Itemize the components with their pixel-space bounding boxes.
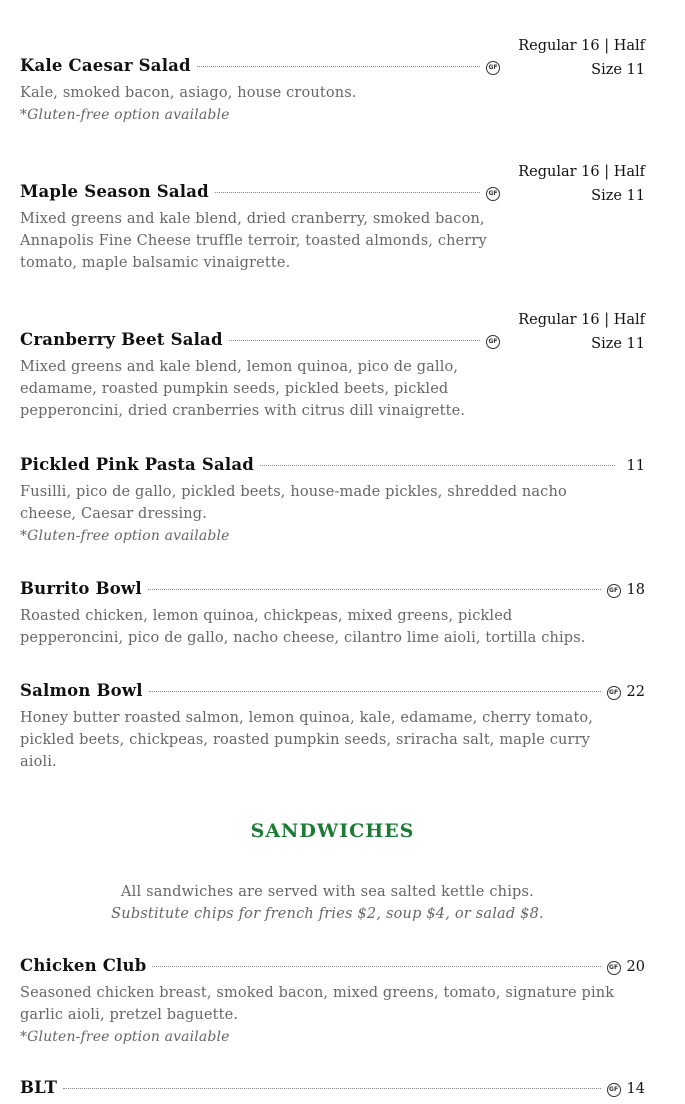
item-price: 20	[626, 959, 645, 975]
menu-item-chicken-club	[20, 956, 645, 1048]
item-price	[518, 160, 645, 208]
leader-dots	[260, 465, 615, 466]
item-name: BLT	[20, 1078, 58, 1097]
item-description: Mixed greens and kale blend, lemon quinoa, pico de gallo, edamame, roasted pumpkin seeds, pickled beets, pickled pepperoncini, dried cranberries with citrus dill vinaigrette.	[20, 359, 466, 419]
price-line2: Size 11	[591, 336, 645, 352]
price-line1: Regular 16 | Half	[518, 312, 645, 328]
menu-item-maple-season	[20, 164, 645, 274]
item-description: Seasoned chicken breast, smoked bacon, mixed greens, tomato, signature pink garlic aioli, pretzel baguette.	[20, 985, 615, 1023]
leader-dots	[149, 691, 601, 692]
section-note-line2: Substitute chips for french fries $2, soup $4, or salad $8.	[111, 906, 544, 922]
gluten-free-icon: GF	[486, 187, 500, 201]
item-name: Kale Caesar Salad	[20, 56, 191, 75]
item-price: 18	[626, 582, 645, 598]
gluten-free-icon: GF	[607, 961, 621, 975]
leader-dots	[63, 1088, 600, 1089]
item-price	[518, 34, 645, 82]
item-description: Fusilli, pico de gallo, pickled beets, house-made pickles, shredded nacho cheese, Caesar dressing.	[20, 484, 567, 522]
menu-item-pickled-pink-pasta	[20, 455, 645, 547]
item-description: Mixed greens and kale blend, dried cranberry, smoked bacon, Annapolis Fine Cheese truffle terroir, toasted almonds, cherry tomato, maple balsamic vinaigrette.	[20, 211, 487, 271]
item-price: 22	[626, 684, 645, 700]
section-title-sandwiches: SANDWICHES	[250, 820, 415, 842]
item-name: Maple Season Salad	[20, 182, 209, 201]
leader-dots	[152, 966, 600, 967]
item-name: Salmon Bowl	[20, 681, 143, 700]
item-name: Chicken Club	[20, 956, 147, 975]
menu-item-cranberry-beet	[20, 312, 645, 422]
price-line2: Size 11	[591, 62, 645, 78]
item-price: 14	[626, 1081, 645, 1097]
leader-dots	[148, 589, 601, 590]
item-price	[518, 308, 645, 356]
menu-item-blt	[20, 1078, 645, 1104]
leader-dots	[229, 340, 480, 341]
item-note: *Gluten-free option available	[20, 107, 230, 123]
gluten-free-icon: GF	[486, 61, 500, 75]
leader-dots	[197, 66, 480, 67]
price-line1: Regular 16 | Half	[518, 164, 645, 180]
section-note-line1: All sandwiches are served with sea salted kettle chips.	[121, 884, 534, 900]
price-line2: Size 11	[591, 188, 645, 204]
item-description: Honey butter roasted salmon, lemon quinoa, kale, edamame, cherry tomato, pickled beets, chickpeas, roasted pumpkin seeds, sriracha salt, maple curry aioli.	[20, 710, 594, 770]
leader-dots	[215, 192, 480, 193]
gluten-free-icon: GF	[607, 1083, 621, 1097]
item-description: Roasted chicken, lemon quinoa, chickpeas, mixed greens, pickled pepperoncini, pico de gallo, nacho cheese, cilantro lime aioli, tortilla chips.	[20, 608, 586, 646]
item-name: Burrito Bowl	[20, 579, 142, 598]
price-line1: Regular 16 | Half	[518, 38, 645, 54]
item-note: *Gluten-free option available	[20, 1029, 230, 1045]
menu-item-salmon-bowl	[20, 681, 645, 773]
item-name: Cranberry Beet Salad	[20, 330, 223, 349]
item-note: *Gluten-free option available	[20, 528, 230, 544]
menu-item-kale-caesar	[20, 38, 645, 126]
item-name: Pickled Pink Pasta Salad	[20, 455, 254, 474]
gluten-free-icon: GF	[486, 335, 500, 349]
item-description: Kale, smoked bacon, asiago, house croutons.	[20, 85, 357, 101]
section-note	[0, 881, 655, 925]
gluten-free-icon: GF	[607, 584, 621, 598]
item-price: 11	[626, 458, 645, 474]
gluten-free-icon: GF	[607, 686, 621, 700]
menu-item-burrito-bowl	[20, 579, 645, 649]
